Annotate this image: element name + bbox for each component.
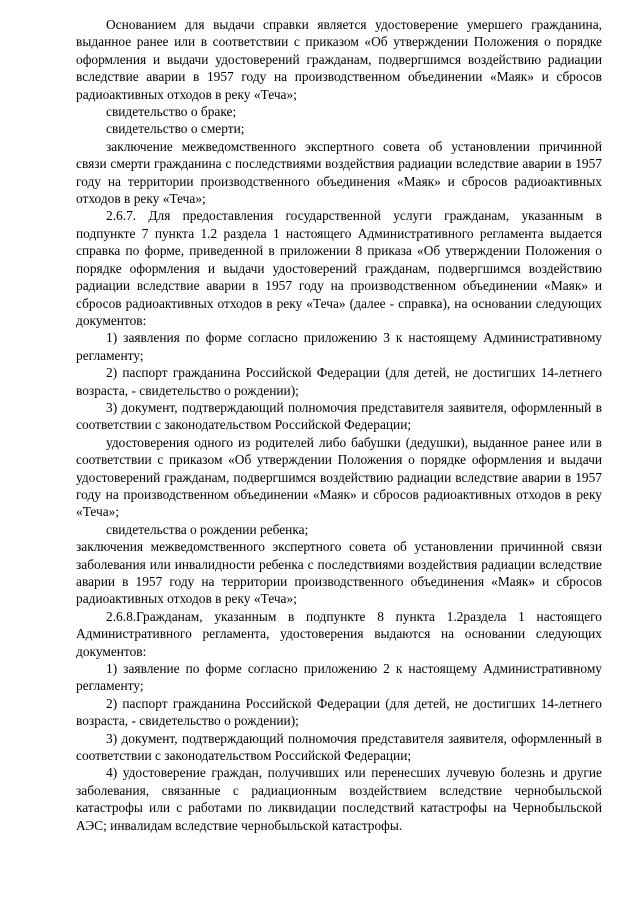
paragraph-birth-certificate: свидетельства о рождении ребенка; xyxy=(106,521,309,537)
list-item-chernobyl-certificate: 4) удостоверение граждан, получивших или перенесших лучевую болезнь и другие заболевания, связанные с радиационным воздействием вследствие чернобыльской катастрофы или с работами по ликвидации последствий катастрофы на Чернобыльской АЭС; инвалидам вследствие чернобыльской катастрофы. xyxy=(76,765,602,833)
paragraph-parent-certificate: удостоверения одного из родителей либо бабушки (дедушки), выданное ранее или в соответствии с приказом «Об утверждении Положения о порядке оформления и выдачи удостоверений гражданам, подвергшимся воздействию радиации вследствие аварии в 1957 году на производственном объединении «Маяк» и сбросов радиоактивных отходов в реку «Теча»; xyxy=(76,434,602,520)
list-item-authority-document: 3) документ, подтверждающий полномочия представителя заявителя, оформленный в соответствии с законодательством Российской Федерации; xyxy=(76,399,602,433)
document-page xyxy=(76,16,602,834)
paragraph-child-expert-conclusion: заключения межведомственного экспертного совета об установлении причинной связи заболевания или инвалидности ребенка с последствиями воздействия радиации вследствие аварии в 1957 году на территории производственного объединения «Маяк» и сбросов радиоактивных отходов в реку «Теча»; xyxy=(76,539,602,607)
paragraph-death-certificate: свидетельство о смерти; xyxy=(106,121,245,137)
list-item-application: 1) заявления по форме согласно приложению 3 к настоящему Административному регламенту; xyxy=(76,330,602,363)
list-item-authority-document-2: 3) документ, подтверждающий полномочия представителя заявителя, оформленный в соответствии с законодательством Российской Федерации; xyxy=(76,730,602,764)
paragraph-section-2-6-7: 2.6.7. Для предоставления государственной услуги гражданам, указанным в подпункте 7 пункта 1.2 раздела 1 настоящего Административного регламента выдается справка по форме, приведенной в приложении 8 приказа «Об утверждении Положения о порядке оформления и выдачи удостоверений гражданам, подвергшимся воздействию радиации вследствие аварии в 1957 году на производственном объединении «Маяк» и сбросов радиоактивных отходов в реку «Теча» (далее - справка), на основании следующих документов: xyxy=(76,208,602,328)
paragraph-marriage-certificate: свидетельство о браке; xyxy=(106,104,237,120)
paragraph-section-2-6-8: 2.6.8.Гражданам, указанным в подпункте 8 пункта 1.2раздела 1 настоящего Административного регламента, удостоверения выдаются на основании следующих документов: xyxy=(76,608,602,659)
list-item-application-2: 1) заявление по форме согласно приложению 2 к настоящему Административному регламенту; xyxy=(76,661,602,694)
paragraph-basis: Основанием для выдачи справки является удостоверение умершего гражданина, выданное ранее или в соответствии с приказом «Об утверждении Положения о порядке оформления и выдачи удостоверений гражданам, подвергшимся воздействию радиации вследствие аварии в 1957 году на производственном объединении «Маяк» и сбросов радиоактивных отходов в реку «Теча»; xyxy=(76,17,602,102)
paragraph-expert-conclusion: заключение межведомственного экспертного совета об установлении причинной связи смерти гражданина с последствиями воздействия радиации вследствие аварии в 1957 году на территории производственного объединения «Маяк» и сбросов радиоактивных отходов в реку «Теча»; xyxy=(76,138,602,207)
list-item-passport-2: 2) паспорт гражданина Российской Федерации (для детей, не достигших 14-летнего возраста, - свидетельство о рождении); xyxy=(76,695,602,729)
list-item-passport: 2) паспорт гражданина Российской Федерации (для детей, не достигших 14-летнего возраста, - свидетельство о рождении); xyxy=(76,365,602,398)
